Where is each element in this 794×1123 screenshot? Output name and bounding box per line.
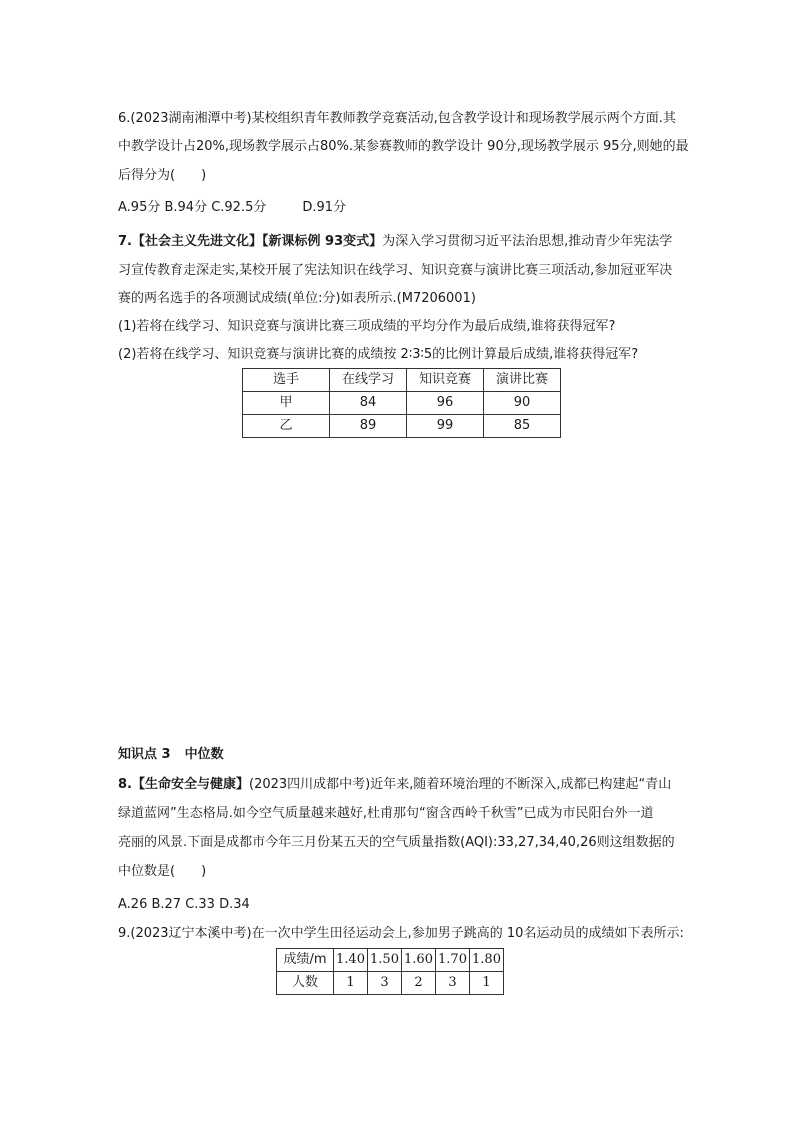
table-cell: 1.70 (436, 949, 470, 972)
q8-text-line-1 (118, 776, 671, 794)
q7-score-table (242, 368, 561, 438)
q7-number: 7. (118, 234, 132, 249)
table-row (277, 949, 504, 972)
q7-tag-curriculum: 【新课标例 93变式】 (262, 234, 383, 249)
table-cell: 85 (484, 415, 561, 438)
table-row-label: 成绩/m (277, 949, 334, 972)
q7-text-line-3: 赛的两名选手的各项测试成绩(单位:分)如表所示.(M7206001) (118, 291, 476, 306)
section-label: 知识点 3 (118, 747, 171, 762)
table-cell: 89 (330, 415, 407, 438)
q7-tag-culture: 【社会主义先进文化】 (131, 234, 262, 249)
q8-text-rest: (2023四川成都中考)近年来,随着环境治理的不断深入,成都已构建起“青山 (249, 777, 672, 792)
table-cell: 3 (368, 972, 402, 995)
table-header-cell: 知识竞赛 (407, 369, 484, 392)
table-cell: 3 (436, 972, 470, 995)
table-row (277, 972, 504, 995)
table-cell: 84 (330, 392, 407, 415)
q6-text-line-3: 后得分为( ) (118, 168, 207, 183)
table-header-cell: 选手 (243, 369, 330, 392)
table-cell: 甲 (243, 392, 330, 415)
q6-options-abc: A.95分 B.94分 C.92.5分 (118, 200, 267, 215)
q7-text-line-1 (118, 233, 672, 251)
q8-text-line-4: 中位数是( ) (118, 864, 207, 879)
q6-options (118, 199, 346, 217)
table-cell: 1.50 (368, 949, 402, 972)
table-cell: 1.40 (334, 949, 368, 972)
table-cell: 99 (407, 415, 484, 438)
table-cell: 2 (402, 972, 436, 995)
table-cell: 1.60 (402, 949, 436, 972)
table-cell: 1 (470, 972, 504, 995)
table-header-cell: 在线学习 (330, 369, 407, 392)
table-cell: 96 (407, 392, 484, 415)
table-row-label: 人数 (277, 972, 334, 995)
table-cell: 1.80 (470, 949, 504, 972)
q7-subquestion-2: (2)若将在线学习、知识竞赛与演讲比赛的成绩按 2∶3∶5的比例计算最后成绩,谁将获得冠军? (118, 347, 639, 362)
table-header-row (243, 369, 561, 392)
q8-tag: 【生命安全与健康】 (131, 777, 249, 792)
section-heading (118, 746, 224, 764)
q9-text-line-1: 9.(2023辽宁本溪中考)在一次中学生田径运动会上,参加男子跳高的 10名运动员的成绩如下表所示: (118, 926, 684, 941)
q8-number: 8. (118, 777, 132, 792)
q7-subquestion-1: (1)若将在线学习、知识竞赛与演讲比赛三项成绩的平均分作为最后成绩,谁将获得冠军? (118, 319, 616, 334)
q6-text-line-2: 中教学设计占20%,现场教学展示占80%.某参赛教师的教学设计 90分,现场教学展示 95分,则她的最 (118, 139, 689, 154)
table-cell: 1 (334, 972, 368, 995)
table-cell: 90 (484, 392, 561, 415)
section-title: 中位数 (184, 747, 224, 762)
q8-text-line-3: 亮丽的风景.下面是成都市今年三月份某五天的空气质量指数(AQI):33,27,34,40,26则这组数据的 (118, 835, 675, 850)
table-cell: 乙 (243, 415, 330, 438)
table-row (243, 415, 561, 438)
q8-text-line-2: 绿道蓝网”生态格局.如今空气质量越来越好,杜甫那句“窗含西岭千秋雪”已成为市民阳台外一道 (118, 806, 654, 821)
q6-option-d: D.91分 (302, 200, 347, 215)
q7-text-rest: 为深入学习贯彻习近平法治思想,推动青少年宪法学 (382, 234, 673, 249)
q8-options: A.26 B.27 C.33 D.34 (118, 897, 250, 912)
q9-score-table (276, 948, 504, 995)
q7-text-line-2: 习宣传教育走深走实,某校开展了宪法知识在线学习、知识竞赛与演讲比赛三项活动,参加冠亚军决 (118, 263, 673, 278)
q6-text-line-1: 6.(2023湖南湘潭中考)某校组织青年教师教学竞赛活动,包含教学设计和现场教学展示两个方面.其 (118, 111, 676, 126)
table-header-cell: 演讲比赛 (484, 369, 561, 392)
table-row (243, 392, 561, 415)
